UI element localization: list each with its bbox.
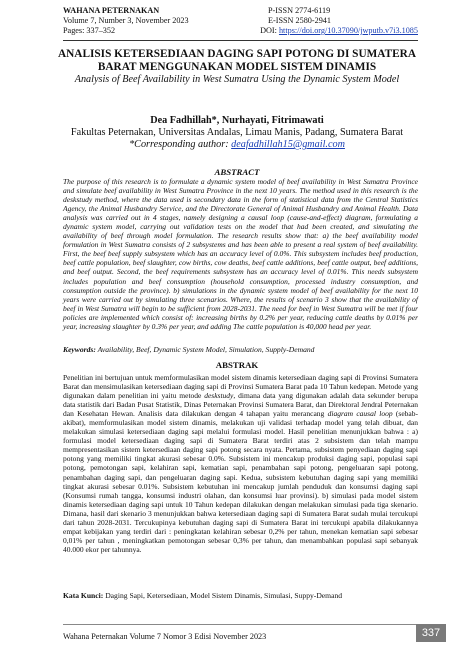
- abstract-text: The purpose of this research is to formulate a dynamic system model of beef availability in West Sumatra Province and simulate beef availability in West Sumatra Province in the next 10 years. The method used in this research is the deskstudy method, where the data used is secondary data in the form of statistical data from the Central Statistics Agency, the Animal Husbandry Service, and the Directorate General of Animal Husbandry and Animal Health. Data analysis was carried out in 4 stages, namely designing a causal loop (cause-and-effect) diagram, formulating a dynamic system model, carrying out validation tests on the model that had been created, and simulating the availability of beef through model formulation. The research results show that: a) the beef availability model formulation in West Sumatra consists of 2 subsystems and has been able to present a real system of beef availability. First, the beef beef supply subsystem which has an accuracy level of 0.0%. This subsystem includes beef production, beef cattle population, beef slaughter, cow births, cow deaths, beef cattle additions, beef cattle output, beef additions, and beef output. Second, the beef requirements subsystem has an accuracy level of 0.01%. This needs subsystem includes population and beef consumption (household consumption, processed industry consumption, and consumption outside the province). b) simulations in the dynamic system model of beef availability for the next 10 years were carried out by simulating three scenarios. Where, the results of scenario 3 show that the availability of beef in West Sumatra will begin to be sufficient from 2028-2031. The need for beef in West Sumatra will be met if four policies are implemented which consist of: increasing births by 0.2% per year, reducing cattle deaths by 0.01% per year, increasing slaughter by 0.3% per year, and adding The cattle population is 40,000 head per year.: [63, 177, 418, 331]
- journal-name: WAHANA PETERNAKAN: [63, 6, 160, 15]
- doi-line: [260, 26, 418, 36]
- volume-info: Volume 7, Number 3, November 2023: [63, 16, 189, 25]
- author-email-link[interactable]: deafadhillah15@gmail.com: [231, 139, 345, 150]
- footer-journal-info: Wahana Peternakan Volume 7 Nomor 3 Edisi November 2023: [63, 632, 267, 641]
- page-number-badge: 337: [416, 624, 446, 642]
- affiliation: Fakultas Peternakan, Universitas Andalas, Limau Manis, Padang, Sumatera Barat: [70, 127, 404, 138]
- paper-subtitle: Analysis of Beef Availability in West Sumatra Using the Dynamic System Model: [74, 74, 400, 86]
- abstrak-emphasis-1: deskstudy: [204, 391, 234, 401]
- keywords-label: Keywords:: [63, 345, 96, 354]
- abstrak-text: [63, 373, 418, 554]
- kata-kunci-label: Kata Kunci:: [63, 591, 104, 600]
- footer-divider: [63, 624, 418, 625]
- abstrak-part-1: Penelitian ini bertujuan untuk memformulasikan model sistem dinamis ketersediaan daging sapi di Provinsi Sumatera Barat dan mensimulasikan ketersediaan daging sapi di Provinsi Sumatera Barat pada 10 Tahun kedepan. Metode yang digunakan dalam penelitian ini yaitu metode: [63, 373, 418, 401]
- p-issn: P-ISSN 2774-6119: [268, 6, 331, 15]
- e-issn: E-ISSN 2580-2941: [268, 16, 331, 25]
- author-names: Dea Fadhillah*, Nurhayati, Fitrimawati: [150, 115, 324, 126]
- abstrak-emphasis-2: diagram causal loop: [327, 409, 393, 419]
- doi-link[interactable]: https://doi.org/10.37090/jwputb.v7i3.1085: [278, 26, 418, 35]
- pages-info: Pages: 337–352: [63, 26, 116, 35]
- header-divider: [63, 40, 418, 41]
- abstrak-heading: ABSTRAK: [215, 360, 259, 370]
- keywords-english: [63, 345, 418, 354]
- doi-label: DOI:: [260, 26, 279, 35]
- authors-block: [40, 115, 434, 151]
- kata-kunci-value: Daging Sapi, Ketersediaan, Model Sistem Dinamis, Simulasi, Suppy-Demand: [103, 591, 343, 600]
- journal-header: [63, 6, 418, 36]
- corresponding-label: *Corresponding author:: [129, 139, 232, 150]
- paper-title-line-2: BARAT MENGGUNAKAN MODEL SISTEM DINAMIS: [97, 61, 377, 74]
- keywords-value: Availability, Beef, Dynamic System Model, Simulation, Supply-Demand: [95, 345, 315, 354]
- corresponding-author: [40, 139, 434, 151]
- abstrak-part-3: (sebab-akibat), memformulasikan model sistem dinamis, melakukan uji validasi terhadap model yang telah dibuat, dan melakukan simulasi ketersediaan daging sapi melalui formulasi model. Hasil penelitian menunjukkan bahwa : a) formulasi model ketersediaan daging sapi di Sumatera Barat terdiri atas 2 subsistem dan telah mampu mempresentasikan sistem ketersediaan daging sapi potong secara nyata. Pertama, subsistem penyediaan daging sapi potong yang memiliki tingkat akurasi sebesar 0.0%. Subsistem ini mencakup produksi daging sapi, populasi sapi potong, pemotongan sapi, kelahiran sapi, kematian sapi, penambahan sapi potong, pengeluaran sapi potong, penambahan daging sapi, dan pengeluaran daging sapi. Kedua, subsistem kebutuhan daging sapi yang memiliki tingkat akurasi sebesar 0.01%. Subsistem kebutuhan ini mencakup jumlah penduduk dan konsumsi daging sapi (Konsumsi rumah tangga, konsumsi industri olahan, dan konsumsi luar provinsi). b) simulasi pada model sistem dinamis ketersediaan daging sapi untuk 10 Tahun kedepan dilakukan dengan melakukan simulasi pada tiga skenario. Dimana, hasil dari skenario 3 menunjukkan bahwa ketersediaan daging sapi di Sumatera Barat sudah mulai tercukupi dari tahun 2028-2031. Tercukupinya kebutuhan daging sapi di Sumatera Barat ini tercukupi apabila dilakukannya empat kebijakan yang terdiri dari : peningkatan kelahiran sebesar 0,2% per tahun, menekan kematian sapi sebesar 0,01% per tahun , meningkatkan pemotongan sebesar 0,3% per tahun, dan menambahkan populasi sapi sebanyak 40.000 ekor per tahunnya.: [63, 409, 418, 554]
- title-block: [40, 48, 434, 86]
- abstrak-part-2: , dimana data yang digunakan adalah data sekunder berupa data statistik dari Badan Pusat Statistik, Dinas Peternakan Provinsi Sumatera Barat, dan Direktoral Jendral Peternakan dan Kesehatan Hewan. Analisis data dilakukan dengan 4 tahapan yaitu merancang: [63, 391, 418, 419]
- paper-title-line-1: ANALISIS KETERSEDIAAN DAGING SAPI POTONG DI SUMATERA: [57, 48, 416, 60]
- abstract-heading: ABSTRACT: [214, 167, 260, 177]
- keywords-indonesian: [63, 591, 418, 600]
